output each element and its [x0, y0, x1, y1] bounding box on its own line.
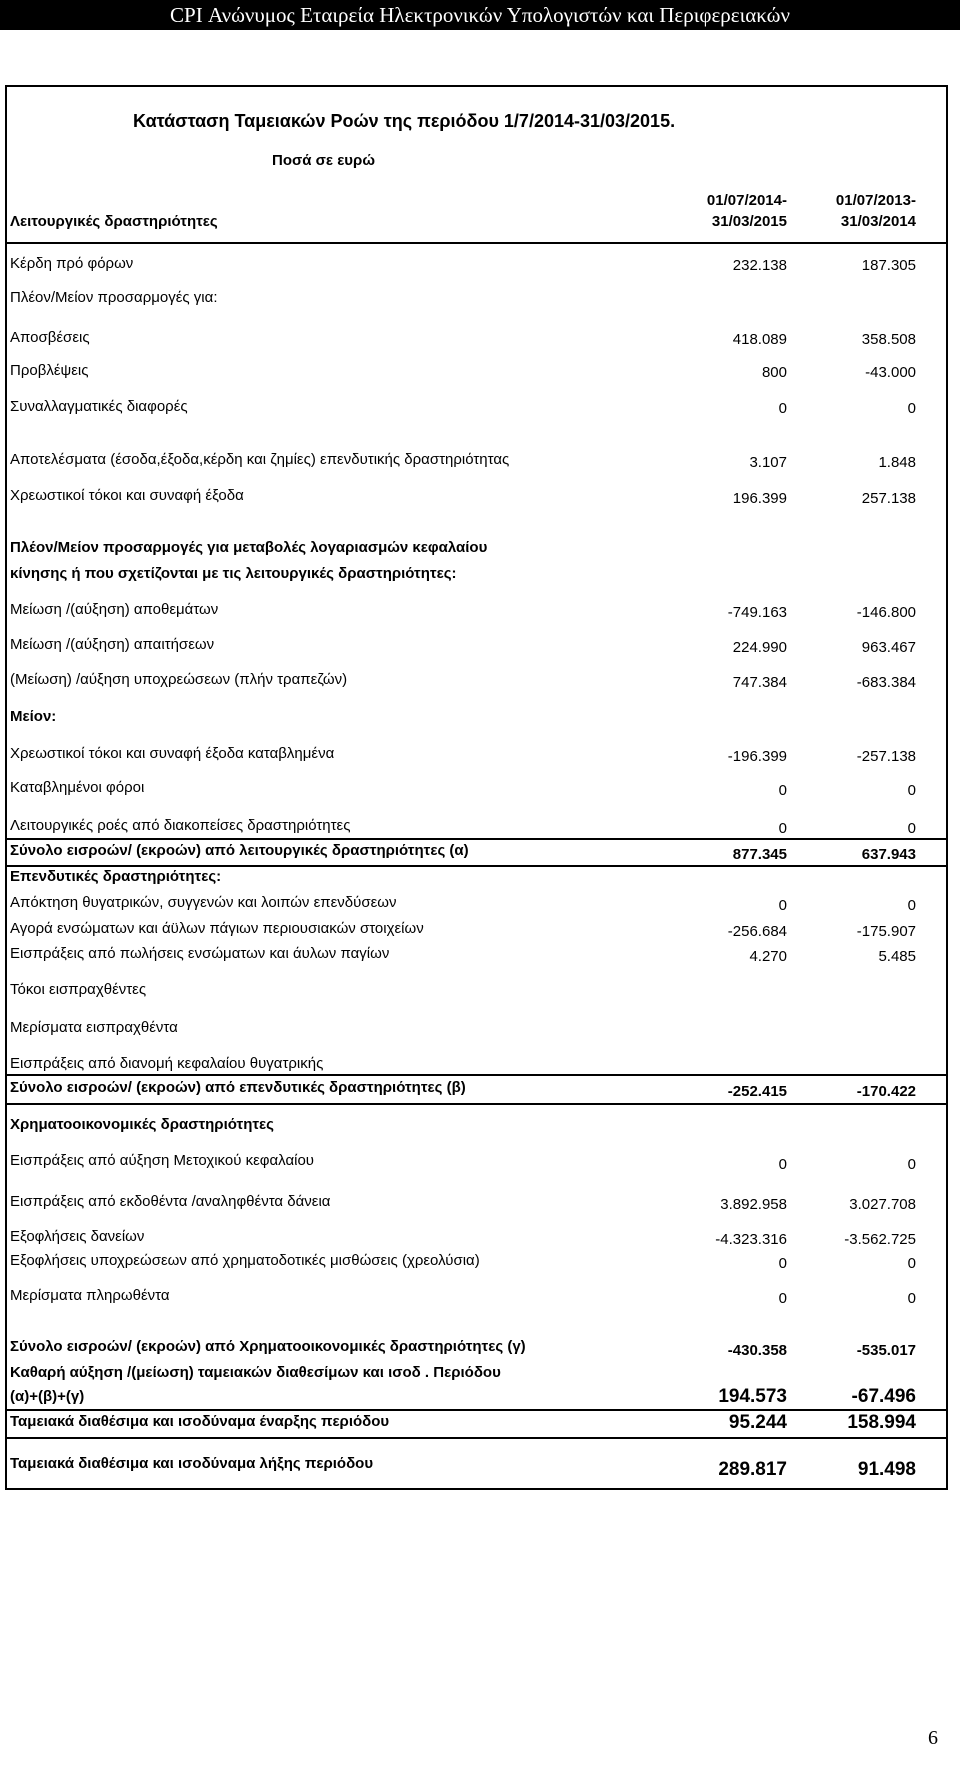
row-value-col1: 196.399 [732, 490, 787, 507]
row-label: Εισπράξεις από αύξηση Μετοχικού κεφαλαίου [10, 1152, 314, 1169]
row-label: Καθαρή αύξηση /(μείωση) ταμειακών διαθεσίμων και ισοδ . Περιόδου [10, 1364, 501, 1381]
row-value-col2: 158.994 [847, 1412, 916, 1433]
row-label: Τόκοι εισπραχθέντες [10, 981, 147, 998]
row-value-col2: 91.498 [857, 1459, 916, 1480]
row-label: (Μείωση) /αύξηση υποχρεώσεων (πλήν τραπεζών) [10, 671, 348, 688]
row-label: Απόκτηση θυγατρικών, συγγενών και λοιπών επενδύσεων [10, 894, 397, 911]
row-label: Εισπράξεις από διανομή κεφαλαίου θυγατρικής [10, 1055, 324, 1072]
row-value-col1: -749.163 [727, 604, 787, 621]
subtotal-divider [7, 838, 946, 840]
row-value-col2: 0 [907, 897, 916, 914]
row-label: Αγορά ενσώματων και άϋλων πάγιων περιουσιακών στοιχείων [10, 920, 424, 937]
statement-title: Κατάσταση Ταμειακών Ροών της περιόδου 1/7/2014-31/03/2015. [133, 111, 676, 131]
row-label: Συναλλαγματικές διαφορές [10, 398, 188, 415]
row-value-col2: 0 [907, 400, 916, 417]
row-value-col2: 257.138 [861, 490, 916, 507]
row-label: Εισπράξεις από πωλήσεις ενσώματων και άυλων παγίων [10, 945, 390, 962]
subtotal-divider [7, 1074, 946, 1076]
row-value-col1: 0 [778, 782, 787, 799]
row-label: (α)+(β)+(γ) [10, 1388, 85, 1405]
row-label: Χρηματοοικονομικές δραστηριότητες [10, 1116, 274, 1133]
row-value-col2: 1.848 [878, 454, 916, 471]
row-label: Μερίσματα πληρωθέντα [10, 1287, 170, 1304]
row-label: Καταβλημένοι φόροι [10, 779, 145, 796]
row-value-col2: -257.138 [856, 748, 916, 765]
row-label: Αποτελέσματα (έσοδα,έξοδα,κέρδη και ζημίες) επενδυτικής δραστηριότητας [10, 451, 510, 468]
row-label: Σύνολο εισροών/ (εκροών) από Χρηματοοικονομικές δραστηριότητες (γ) [10, 1338, 526, 1355]
row-label: Σύνολο εισροών/ (εκροών) από επενδυτικές δραστηριότητες (β) [10, 1079, 466, 1096]
row-value-col2: 0 [907, 1255, 916, 1272]
row-value-col1: -4.323.316 [715, 1231, 787, 1248]
row-value-col2: -67.496 [851, 1386, 916, 1407]
row-label: Μείον: [10, 708, 57, 725]
row-value-col2: -3.562.725 [844, 1231, 916, 1248]
document-header: CPI Ανώνυμος Εταιρεία Ηλεκτρονικών Υπολογιστών και Περιφερειακών [0, 0, 960, 30]
row-label: Εισπράξεις από εκδοθέντα /αναληφθέντα δάνεια [10, 1193, 331, 1210]
row-value-col2: 0 [907, 1156, 916, 1173]
row-value-col1: 4.270 [749, 948, 787, 965]
subtotal-divider [7, 865, 946, 867]
row-value-col2: 0 [907, 820, 916, 837]
row-label: Χρεωστικοί τόκοι και συναφή έξοδα καταβλημένα [10, 745, 335, 762]
row-value-col1: 194.573 [718, 1386, 787, 1407]
row-value-col1: 0 [778, 897, 787, 914]
row-label: Χρεωστικοί τόκοι και συναφή έξοδα [10, 487, 244, 504]
row-value-col2: 637.943 [861, 846, 916, 863]
col1-header-line2: 31/03/2015 [711, 213, 787, 230]
row-value-col2: -175.907 [856, 923, 916, 940]
row-label: Προβλέψεις [10, 362, 89, 379]
row-value-col1: 232.138 [732, 257, 787, 274]
row-value-col2: 0 [907, 782, 916, 799]
row-value-col1: -430.358 [727, 1342, 787, 1359]
row-value-col2: 358.508 [861, 331, 916, 348]
row-label: Λειτουργικές ροές από διακοπείσες δραστηριότητες [10, 817, 351, 834]
row-label: Ταμειακά διαθέσιμα και ισοδύναμα έναρξης περιόδου [10, 1413, 390, 1430]
row-label: Μείωση /(αύξηση) απαιτήσεων [10, 636, 215, 653]
row-value-col2: -535.017 [856, 1342, 916, 1359]
section-operating-header: Λειτουργικές δραστηριότητες [10, 213, 218, 230]
row-value-col1: 0 [778, 1156, 787, 1173]
row-value-col1: 877.345 [732, 846, 787, 863]
row-label: Πλέον/Μείον προσαρμογές για: [10, 289, 218, 306]
row-value-col1: 0 [778, 400, 787, 417]
row-value-col1: 418.089 [732, 331, 787, 348]
row-value-col2: 187.305 [861, 257, 916, 274]
row-label: Εξοφλήσεις δανείων [10, 1228, 145, 1245]
col2-header-line1: 01/07/2013- [835, 192, 916, 209]
row-label: Ταμειακά διαθέσιμα και ισοδύναμα λήξης περιόδου [10, 1455, 374, 1472]
row-value-col1: 0 [778, 1290, 787, 1307]
row-label: Μερίσματα εισπραχθέντα [10, 1019, 178, 1036]
row-value-col1: 3.892.958 [720, 1196, 787, 1213]
row-value-col1: 289.817 [718, 1459, 787, 1480]
row-value-col1: -196.399 [727, 748, 787, 765]
row-value-col1: -252.415 [727, 1083, 787, 1100]
row-value-col1: 224.990 [732, 639, 787, 656]
row-label: Αποσβέσεις [10, 329, 90, 346]
col1-header-line1: 01/07/2014- [706, 192, 787, 209]
row-value-col2: 3.027.708 [849, 1196, 916, 1213]
currency-note: Ποσά σε ευρώ [272, 152, 375, 169]
row-label: Κέρδη πρό φόρων [10, 255, 134, 272]
row-label: κίνησης ή που σχετίζονται με τις λειτουργικές δραστηριότητες: [10, 565, 457, 582]
row-value-col1: -256.684 [727, 923, 787, 940]
row-value-col2: -43.000 [865, 364, 916, 381]
row-value-col1: 0 [778, 820, 787, 837]
row-value-col1: 3.107 [749, 454, 787, 471]
row-label: Επενδυτικές δραστηριότητες: [10, 868, 222, 885]
row-value-col2: 0 [907, 1290, 916, 1307]
subtotal-divider [7, 1103, 946, 1105]
row-value-col1: 0 [778, 1255, 787, 1272]
row-value-col2: -170.422 [856, 1083, 916, 1100]
row-value-col1: 747.384 [732, 674, 787, 691]
row-label: Μείωση /(αύξηση) αποθεμάτων [10, 601, 219, 618]
row-value-col2: -146.800 [856, 604, 916, 621]
total-divider [7, 1437, 946, 1439]
row-label: Εξοφλήσεις υποχρεώσεων από χρηματοδοτικές μισθώσεις (χρεολύσια) [10, 1252, 480, 1269]
row-value-col2: -683.384 [856, 674, 916, 691]
total-divider [7, 1409, 946, 1411]
row-label: Πλέον/Μείον προσαρμογές για μεταβολές λογαριασμών κεφαλαίου [10, 539, 488, 556]
header-divider [7, 242, 946, 244]
row-label: Σύνολο εισροών/ (εκροών) από λειτουργικές δραστηριότητες (α) [10, 842, 469, 859]
row-value-col1: 800 [761, 364, 787, 381]
col2-header-line2: 31/03/2014 [840, 213, 916, 230]
row-value-col1: 95.244 [728, 1412, 787, 1433]
row-value-col2: 5.485 [878, 948, 916, 965]
page-number: 6 [928, 1727, 938, 1749]
row-value-col2: 963.467 [861, 639, 916, 656]
